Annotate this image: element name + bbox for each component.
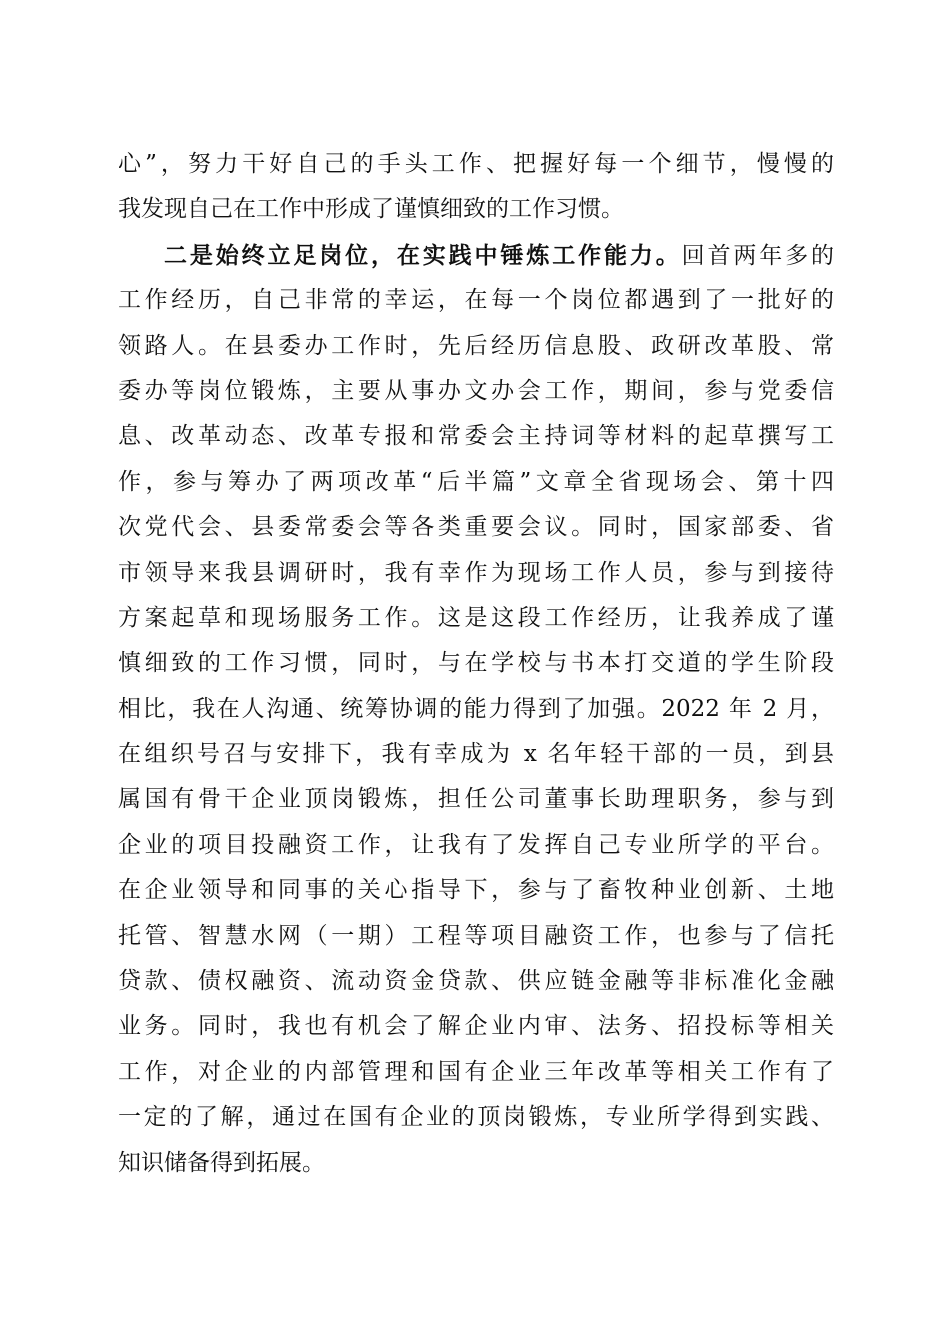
paragraph-2-line: 一定的了解，通过在国有企业的顶岗锻炼，专业所学得到实践、	[118, 1104, 834, 1131]
paragraph-2-line: 工作，对企业的内部管理和国有企业三年改革等相关工作有了	[118, 1058, 834, 1085]
paragraph-2-line: 托管、智慧水网（一期）工程等项目融资工作，也参与了信托	[118, 922, 834, 949]
paragraph-2-line: 息、改革动态、改革专报和常委会主持词等材料的起草撰写工	[118, 423, 834, 450]
paragraph-2-line: 工作经历，自己非常的幸运，在每一个岗位都遇到了一批好的	[118, 287, 834, 314]
paragraph-2-line: 贷款、债权融资、流动资金贷款、供应链金融等非标准化金融	[118, 968, 834, 995]
paragraph-2-line: 相比，我在人沟通、统筹协调的能力得到了加强。2022 年 2 月，	[118, 695, 834, 722]
paragraph-2-line: 委办等岗位锻炼，主要从事办文办会工作，期间，参与党委信	[118, 377, 834, 404]
body-text	[118, 142, 834, 1186]
paragraph-2-line: 业务。同时，我也有机会了解企业内审、法务、招投标等相关	[118, 1013, 834, 1040]
paragraph-2-line: 市领导来我县调研时，我有幸作为现场工作人员，参与到接待	[118, 559, 834, 586]
paragraph-1-line: 心”，努力干好自己的手头工作、把握好每一个细节，慢慢的	[118, 151, 834, 177]
paragraph-2-line: 次党代会、县委常委会等各类重要会议。同时，国家部委、省	[118, 514, 834, 541]
paragraph-2-line: 知识储备得到拓展。	[118, 1149, 325, 1176]
paragraph-2-line: 领路人。在县委办工作时，先后经历信息股、政研改革股、常	[118, 332, 834, 359]
paragraph-2-line: 在企业领导和同事的关心指导下，参与了畜牧种业创新、土地	[118, 877, 834, 904]
paragraph-2-line: 在组织号召与安排下，我有幸成为 x 名年轻干部的一员，到县	[118, 741, 834, 768]
paragraph-2-line: 企业的项目投融资工作，让我有了发挥自己专业所学的平台。	[118, 831, 834, 858]
paragraph-2-first-line	[118, 233, 834, 278]
paragraph-2-line: 属国有骨干企业顶岗锻炼，担任公司董事长助理职务，参与到	[118, 786, 834, 813]
paragraph-2-line: 慎细致的工作习惯，同时，与在学校与书本打交道的学生阶段	[118, 650, 834, 677]
paragraph-1-line: 我发现自己在工作中形成了谨慎细致的工作习惯。	[118, 196, 624, 223]
paragraph-2-heading: 二是始终立足岗位，在实践中锤炼工作能力。	[164, 241, 682, 269]
paragraph-2-line: 方案起草和现场服务工作。这是这段工作经历，让我养成了谨	[118, 604, 834, 631]
paragraph-2-first-line-text: 回首两年多的	[681, 242, 834, 269]
paragraph-2-line: 作，参与筹办了两项改革“后半篇”文章全省现场会、第十四	[118, 468, 834, 495]
